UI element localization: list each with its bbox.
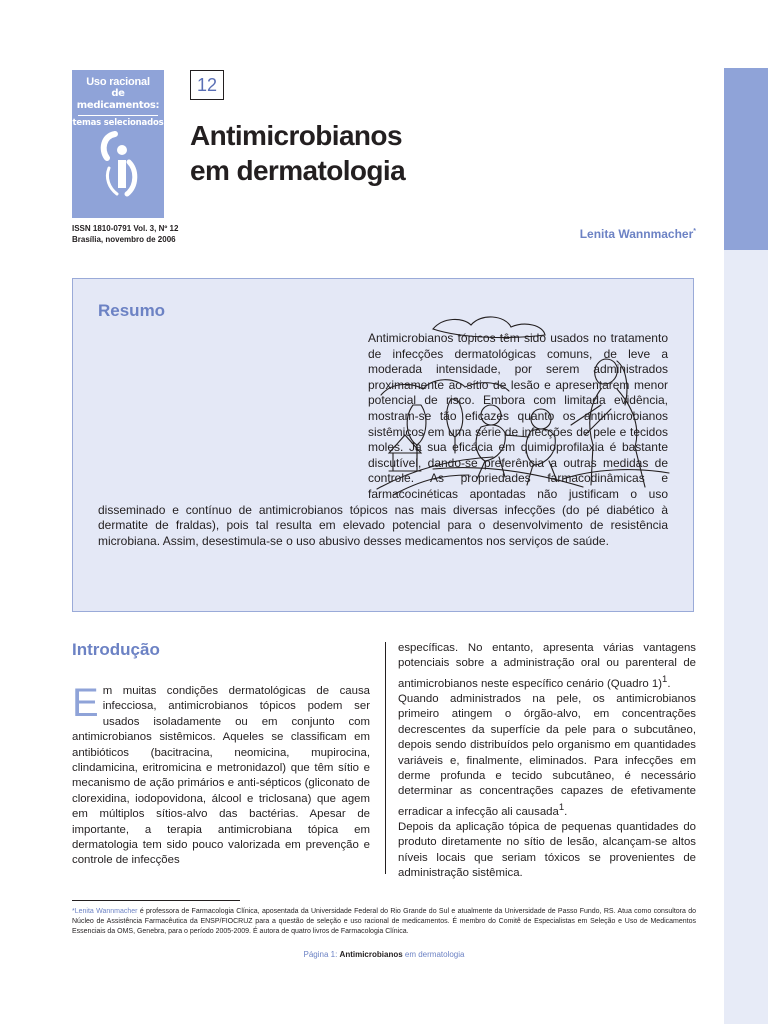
intro-paragraph <box>398 692 696 820</box>
author-name: Lenita Wannmacher <box>579 227 694 241</box>
drop-cap: E <box>72 681 99 725</box>
article-title <box>190 118 405 188</box>
series-title-line1: Uso racional <box>86 76 150 88</box>
issn-line: ISSN 1810-0791 Vol. 3, Nº 12 <box>72 224 179 233</box>
intro-right-p3: Depois da aplicação tópica de pequenas quantidades do produto diretamente no sítio de lesão, alcançam-se altos níveis locais que seriam tóxicos se provenientes de administração sistêmica. <box>398 821 696 880</box>
footnote-text: é professora de Farmacologia Clínica, aposentada da Universidade Federal do Rio Grande do Sul e atualmente da Universidade de Passo Fundo, RS. Atua como consultora do Núcleo de Assistência Farmacêutica da ENSP/FIOCRUZ para a questão de seleção e uso racional de medicamentos. É membro do Comitê de Especialistas em Seleção e Uso de Medicamentos Essenciais da OMS, Genebra, para o período 2005-2009. É autora de quatro livros de Farmacologia Clínica. <box>72 908 697 935</box>
page-footer <box>0 950 768 959</box>
intro-right-p2-end: . <box>564 805 568 818</box>
intro-right-column <box>398 641 696 882</box>
reference-marker: 1 <box>558 801 565 813</box>
publication-logo-icon <box>97 128 139 200</box>
footnote-rule <box>72 900 240 901</box>
abstract-text <box>98 331 668 549</box>
abstract-heading: Resumo <box>98 301 166 320</box>
intro-right-p1: específicas. No entanto, apresenta várias vantagens potenciais sobre a administração oral ou parenteral de antimicrobianos neste específico cenário (Quadro 1) <box>398 642 696 690</box>
footnote-author-name: *Lenita Wannmacher <box>72 908 138 915</box>
illustration-wrap-space <box>98 331 368 497</box>
issue-date: Brasília, novembro de 2006 <box>72 235 176 244</box>
intro-heading: Introdução <box>72 640 160 659</box>
column-divider <box>385 642 386 874</box>
edge-color-strip <box>724 68 768 250</box>
intro-right-p2: Quando administrados na pele, os antimicrobianos primeiro atingem o órgão-alvo, em concentrações decrescentes da superfície da pele para o subcutâneo, depois sendo distribuídos pelo organismo em quantidades variáveis e, finalmente, eliminados. Para infecções em derme profunda e tecido subcutâneo, é necessário determinar as concentrações capazes de efetivamente erradicar a infecção ali causada <box>398 693 696 818</box>
author-footnote <box>72 907 696 937</box>
series-subtitle: temas selecionados <box>72 118 164 128</box>
series-box <box>72 70 164 218</box>
intro-left-text: m muitas condições dermatológicas de causa infecciosa, antimicrobianos tópicos podem ser usados isoladamente ou em conjunto com antimicrobianos sistêmicos. Aqueles se classificam em antibióticos (bacitracina, neomicina, mupirocina, clindamicina, eritromicina e metronidazol) que têm sítio e mecanismo de ação primários e anti-sépticos (gliconato de clorexidina, iodopovidona, álcool e triclosana) que agem em múltiplos sítios-alvo das bactérias. Apesar de importante, a terapia antimicrobiana tópica em dermatologia tem sido pouco valorizada em prevenção e controle de infecções <box>72 685 370 867</box>
abstract-box <box>72 278 694 612</box>
issn-info <box>72 223 178 245</box>
footer-title-bold: Antimicrobianos <box>339 950 403 959</box>
intro-right-p1-end: . <box>667 677 671 690</box>
abstract-body: Antimicrobianos tópicos têm sido usados no tratamento de infecções dermatológicas comuns, de leve a moderada intensidade, por serem administrados proximamente ao sítio de lesão e apresentarem menor potencial de risco. Embora com limitada evidência, mostram-se tão eficazes quanto os antimicrobianos sistêmicos em uma série de infecções de pele e tecidos moles. Já sua eficácia em quimioprofilaxia é bastante discutível, dando-se preferência a outras medidas de controle. As propriedades farmacodinâmicas e farmacocinéticas apontadas não justificam o uso disseminado e contínuo de antimicrobianos tópicos nas mais diversas infecções (do pé diabético à dermatite de fraldas), pois tal resulta em elevado potencial para o desenvolvimento de resistência microbiana. Assim, desestimula-se o uso abusivo desses medicamentos nos serviços de saúde. <box>98 331 668 548</box>
title-line2: em dermatologia <box>190 155 406 186</box>
author-footnote-marker: * <box>693 228 696 235</box>
footer-title-suffix: em dermatologia <box>402 950 465 959</box>
intro-paragraph <box>398 820 696 882</box>
intro-left-column <box>72 681 370 869</box>
footer-prefix: Página 1: <box>303 950 340 959</box>
intro-paragraph <box>398 641 696 692</box>
title-line1: Antimicrobianos <box>190 120 402 151</box>
reference-marker: 1 <box>662 673 668 685</box>
author-byline <box>580 227 696 241</box>
series-divider <box>78 115 158 116</box>
edge-color-strip-light <box>724 250 768 1024</box>
series-title-line2: de medicamentos: <box>76 88 160 111</box>
issue-number: 12 <box>190 70 224 100</box>
